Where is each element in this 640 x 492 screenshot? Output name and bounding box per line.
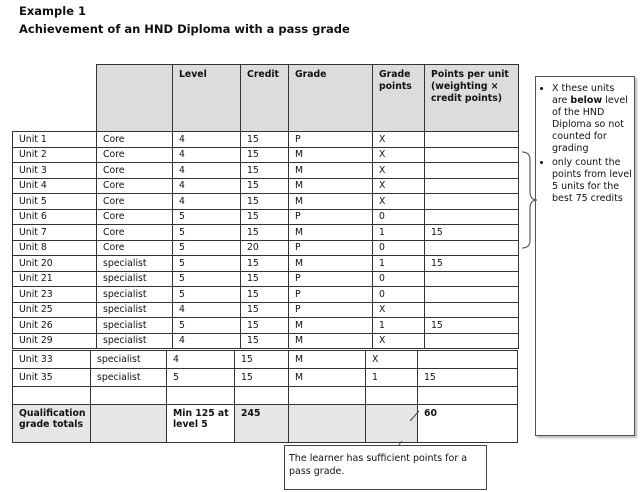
table-cell: specialist bbox=[97, 318, 173, 334]
table-cell bbox=[425, 194, 519, 210]
table-cell: P bbox=[289, 287, 373, 303]
note-bullet-1: • X these units are below level of the HND Diploma so not counted for grading bbox=[552, 83, 632, 155]
table-cell: M bbox=[289, 163, 373, 179]
table-cell: specialist bbox=[97, 287, 173, 303]
table-cell: 5 bbox=[173, 240, 241, 256]
table-cell: 4 bbox=[173, 147, 241, 163]
table-cell bbox=[425, 333, 519, 349]
table-cell: 15 bbox=[235, 369, 289, 387]
table-cell: 20 bbox=[241, 240, 289, 256]
table-cell bbox=[289, 405, 366, 443]
table-cell: specialist bbox=[91, 351, 167, 369]
table-cell: 5 bbox=[173, 287, 241, 303]
table-cell: M bbox=[289, 351, 366, 369]
table-header-row bbox=[13, 65, 519, 132]
table-cell: Unit 20 bbox=[13, 256, 97, 272]
table-row bbox=[13, 194, 519, 210]
table-cell bbox=[425, 163, 519, 179]
table-row bbox=[13, 333, 519, 349]
table-cell: 4 bbox=[167, 351, 235, 369]
table-cell: X bbox=[373, 178, 425, 194]
table-cell: Unit 6 bbox=[13, 209, 97, 225]
table-cell: 15 bbox=[425, 318, 519, 334]
table-cell: Points per unit (weighting × credit points) bbox=[425, 65, 519, 132]
table-cell: 15 bbox=[241, 333, 289, 349]
table-cell: Unit 8 bbox=[13, 240, 97, 256]
table-cell: Unit 26 bbox=[13, 318, 97, 334]
table-cell: Min 125 at level 5 bbox=[167, 405, 235, 443]
table-cell: Unit 35 bbox=[13, 369, 91, 387]
table-cell: 15 bbox=[241, 225, 289, 241]
table-cell: M bbox=[289, 256, 373, 272]
table-cell: Unit 1 bbox=[13, 132, 97, 148]
side-note bbox=[535, 76, 635, 436]
table-cell: 15 bbox=[241, 271, 289, 287]
table-cell bbox=[425, 147, 519, 163]
table-row bbox=[13, 302, 519, 318]
table-cell: M bbox=[289, 194, 373, 210]
table-cell: 15 bbox=[241, 287, 289, 303]
table-cell: M bbox=[289, 147, 373, 163]
page-title: Achievement of an HND Diploma with a pass grade bbox=[19, 22, 350, 36]
table-row bbox=[13, 271, 519, 287]
table-cell: Grade bbox=[289, 65, 373, 132]
table-cell: X bbox=[373, 132, 425, 148]
table-row bbox=[13, 318, 519, 334]
table-cell: 0 bbox=[373, 240, 425, 256]
table-cell: 0 bbox=[373, 209, 425, 225]
table-cell: 5 bbox=[173, 225, 241, 241]
table-cell: specialist bbox=[97, 271, 173, 287]
table-cell: 4 bbox=[173, 178, 241, 194]
table-cell: P bbox=[289, 240, 373, 256]
table-cell: 1 bbox=[373, 225, 425, 241]
table-cell: Core bbox=[97, 178, 173, 194]
table-cell: specialist bbox=[97, 333, 173, 349]
table-cell: M bbox=[289, 225, 373, 241]
table-cell: 5 bbox=[173, 256, 241, 272]
table-cell: Unit 2 bbox=[13, 147, 97, 163]
table-cell: 4 bbox=[173, 302, 241, 318]
table-cell: 15 bbox=[241, 194, 289, 210]
table-cell: Unit 25 bbox=[13, 302, 97, 318]
table-cell: Unit 5 bbox=[13, 194, 97, 210]
table-cell: 4 bbox=[173, 163, 241, 179]
table-row bbox=[13, 132, 519, 148]
grades-table-continued bbox=[12, 350, 518, 443]
table-cell: 1 bbox=[373, 318, 425, 334]
table-cell: 15 bbox=[241, 318, 289, 334]
table-cell: X bbox=[373, 163, 425, 179]
table-cell bbox=[418, 387, 518, 405]
table-cell: X bbox=[373, 147, 425, 163]
table-cell: Unit 21 bbox=[13, 271, 97, 287]
table-row bbox=[13, 287, 519, 303]
table-cell: Unit 4 bbox=[13, 178, 97, 194]
table-cell: Core bbox=[97, 132, 173, 148]
table-cell: 15 bbox=[241, 302, 289, 318]
table-row bbox=[13, 147, 519, 163]
table-cell bbox=[425, 240, 519, 256]
table-cell bbox=[425, 287, 519, 303]
table-row bbox=[13, 256, 519, 272]
table-cell: 1 bbox=[366, 369, 418, 387]
table-cell: X bbox=[373, 302, 425, 318]
table-cell: 245 bbox=[235, 405, 289, 443]
table-cell: 60 bbox=[418, 405, 518, 443]
table-cell: Unit 7 bbox=[13, 225, 97, 241]
table-cell: 15 bbox=[425, 225, 519, 241]
table-cell: 15 bbox=[241, 178, 289, 194]
table-cell: P bbox=[289, 132, 373, 148]
table-cell: 15 bbox=[425, 256, 519, 272]
table-cell bbox=[418, 351, 518, 369]
table-row bbox=[13, 178, 519, 194]
table-cell: Grade points bbox=[373, 65, 425, 132]
table-cell bbox=[13, 387, 91, 405]
table-row bbox=[13, 209, 519, 225]
table-cell: 5 bbox=[173, 271, 241, 287]
table-cell: Qualification grade totals bbox=[13, 405, 91, 443]
table-cell: X bbox=[373, 333, 425, 349]
table-row bbox=[13, 163, 519, 179]
table-cell: Unit 33 bbox=[13, 351, 91, 369]
table-cell: 4 bbox=[173, 194, 241, 210]
table-cell: 4 bbox=[173, 333, 241, 349]
table-cell: specialist bbox=[97, 302, 173, 318]
table-cell: 5 bbox=[173, 318, 241, 334]
table-cell: 15 bbox=[241, 256, 289, 272]
table-cell bbox=[167, 387, 235, 405]
table-cell: 15 bbox=[241, 147, 289, 163]
table-row bbox=[13, 240, 519, 256]
table-cell: 5 bbox=[173, 209, 241, 225]
table-row bbox=[13, 225, 519, 241]
grades-table bbox=[12, 64, 519, 349]
table-cell bbox=[425, 302, 519, 318]
callout-note: The learner has sufficient points for a pass grade. bbox=[284, 445, 487, 490]
example-heading: Example 1 bbox=[19, 4, 86, 18]
table-row bbox=[13, 387, 518, 405]
table-cell: Unit 23 bbox=[13, 287, 97, 303]
table-cell: 5 bbox=[167, 369, 235, 387]
table-cell: P bbox=[289, 209, 373, 225]
table-cell: Core bbox=[97, 163, 173, 179]
table-cell bbox=[13, 65, 97, 132]
callout-pointer bbox=[390, 408, 430, 448]
table-cell: specialist bbox=[91, 369, 167, 387]
table-cell: M bbox=[289, 369, 366, 387]
table-cell: X bbox=[373, 194, 425, 210]
table-cell: 0 bbox=[373, 287, 425, 303]
table-cell bbox=[97, 65, 173, 132]
table-cell: 1 bbox=[373, 256, 425, 272]
table-cell bbox=[425, 209, 519, 225]
table-cell: 15 bbox=[241, 209, 289, 225]
table-cell: 15 bbox=[241, 132, 289, 148]
table-cell: M bbox=[289, 333, 373, 349]
table-cell: Unit 29 bbox=[13, 333, 97, 349]
table-cell bbox=[289, 387, 366, 405]
table-cell: Unit 3 bbox=[13, 163, 97, 179]
table-cell: 4 bbox=[173, 132, 241, 148]
table-cell bbox=[366, 387, 418, 405]
table-cell: P bbox=[289, 302, 373, 318]
table-cell: X bbox=[366, 351, 418, 369]
table-cell bbox=[91, 387, 167, 405]
table-cell: 15 bbox=[241, 163, 289, 179]
table-row bbox=[13, 369, 518, 387]
table-cell: Core bbox=[97, 194, 173, 210]
table-cell bbox=[425, 271, 519, 287]
table-cell: 15 bbox=[235, 351, 289, 369]
table-cell bbox=[425, 132, 519, 148]
table-cell: 15 bbox=[418, 369, 518, 387]
table-cell: Core bbox=[97, 225, 173, 241]
table-cell: specialist bbox=[97, 256, 173, 272]
table-cell bbox=[425, 178, 519, 194]
table-cell: P bbox=[289, 271, 373, 287]
table-cell: Level bbox=[173, 65, 241, 132]
table-cell: M bbox=[289, 318, 373, 334]
table-cell: Credit bbox=[241, 65, 289, 132]
table-cell bbox=[235, 387, 289, 405]
table-cell: M bbox=[289, 178, 373, 194]
table-cell bbox=[91, 405, 167, 443]
note-bullet-2: • only count the points from level 5 units for the best 75 credits bbox=[552, 157, 632, 205]
table-cell: Core bbox=[97, 147, 173, 163]
table-row bbox=[13, 351, 518, 369]
table-cell: Core bbox=[97, 240, 173, 256]
totals-row bbox=[13, 405, 518, 443]
table-cell: Core bbox=[97, 209, 173, 225]
table-cell: 0 bbox=[373, 271, 425, 287]
